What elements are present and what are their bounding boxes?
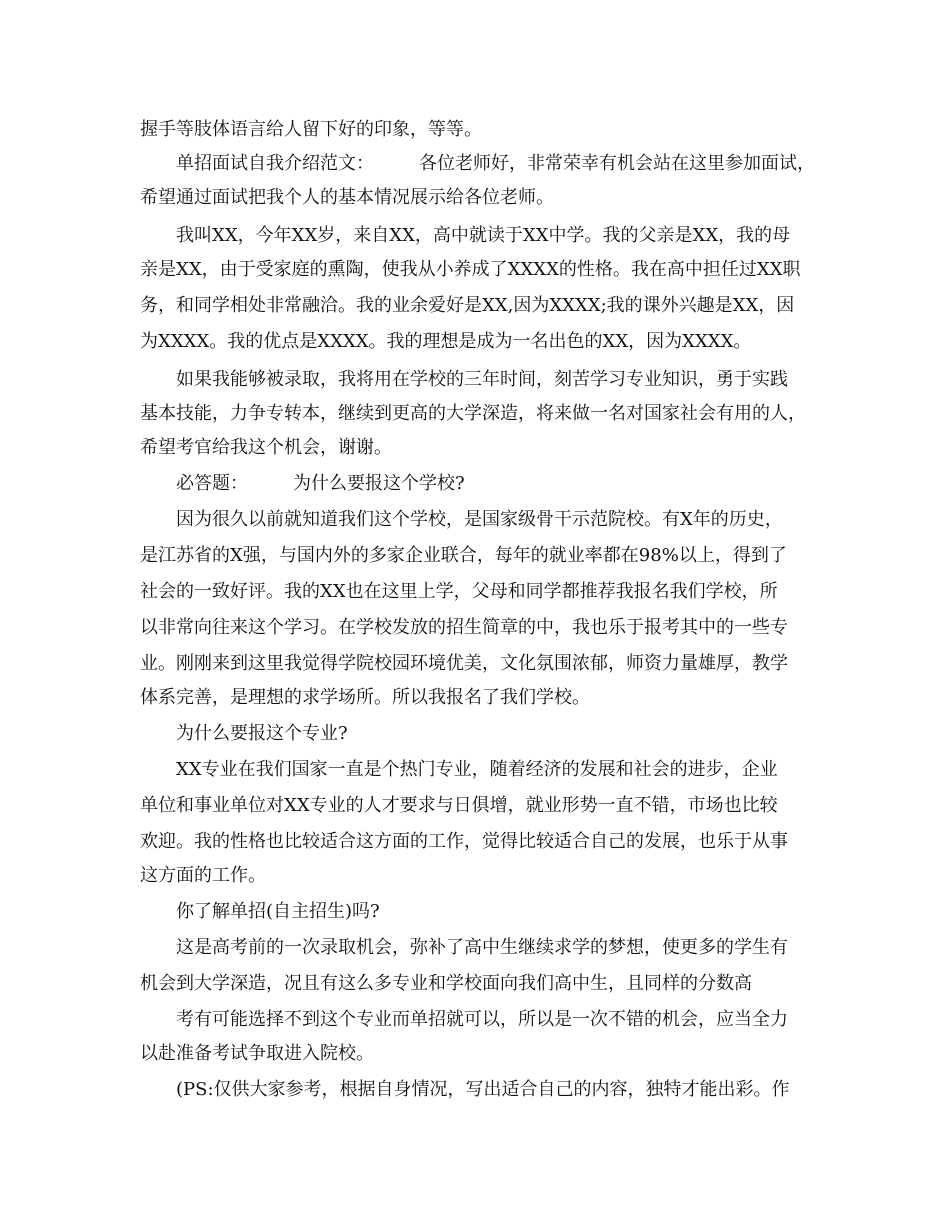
text-line: 是江苏省的X强，与国内外的多家企业联合，每年的就业率都在98%以上，得到了	[140, 545, 787, 566]
text-line: 机会到大学深造，况且有这么多专业和学校面向我们高中生，且同样的分数高	[140, 973, 752, 994]
text-line: 因为很久以前就知道我们这个学校，是国家级骨干示范院校。有X年的历史，	[176, 509, 783, 530]
text-line: 亲是XX，由于受家庭的熏陶，使我从小养成了XXXX的性格。我在高中担任过XX职	[140, 259, 801, 280]
text-line: 这方面的工作。	[140, 865, 266, 886]
text-line: 你了解单招(自主招生)吗?	[176, 901, 380, 922]
text-line: 欢迎。我的性格也比较适合这方面的工作，觉得比较适合自己的发展，也乐于从事	[140, 831, 788, 852]
text-line: 必答题： 为什么要报这个学校?	[176, 473, 465, 494]
text-line: XX专业在我们国家一直是个热门专业，随着经济的发展和社会的进步，企业	[176, 759, 778, 780]
text-line: 我叫XX，今年XX岁，来自XX，高中就读于XX中学。我的父亲是XX，我的母	[176, 225, 791, 246]
text-line: (PS:仅供大家参考，根据自身情况，写出适合自己的内容，独特才能出彩。作	[176, 1079, 790, 1100]
text-line: 考有可能选择不到这个专业而单招就可以，所以是一次不错的机会，应当全力	[176, 1009, 788, 1030]
text-line: 如果我能够被录取，我将用在学校的三年时间，刻苦学习专业知识，勇于实践	[176, 369, 788, 390]
text-line: 希望考官给我这个机会，谢谢。	[140, 437, 392, 458]
text-line: 以赴准备考试争取进入院校。	[140, 1043, 374, 1064]
text-line: 为什么要报这个专业?	[176, 723, 348, 744]
text-line: 单位和事业单位对XX专业的人才要求与日俱增，就业形势一直不错，市场也比较	[140, 795, 778, 816]
text-line: 以非常向往来这个学习。在学校发放的招生简章的中，我也乐于报考其中的一些专	[140, 617, 788, 638]
text-line: 单招面试自我介绍范文： 各位老师好，非常荣幸有机会站在这里参加面试，	[176, 153, 815, 174]
text-line: 希望通过面试把我个人的基本情况展示给各位老师。	[140, 187, 554, 208]
text-line: 这是高考前的一次录取机会，弥补了高中生继续求学的梦想，使更多的学生有	[176, 937, 788, 958]
text-line: 体系完善，是理想的求学场所。所以我报名了我们学校。	[140, 687, 590, 708]
text-line: 为XXXX。我的优点是XXXX。我的理想是成为一名出色的XX，因为XXXX。	[140, 331, 752, 352]
text-line: 社会的一致好评。我的XX也在这里上学，父母和同学都推荐我报名我们学校，所	[140, 581, 778, 602]
text-line: 握手等肢体语言给人留下好的印象，等等。	[140, 119, 482, 140]
text-line: 务，和同学相处非常融洽。我的业余爱好是XX,因为XXXX;我的课外兴趣是XX，因	[140, 295, 795, 316]
text-line: 基本技能，力争专转本，继续到更高的大学深造，将来做一名对国家社会有用的人，	[140, 403, 806, 424]
text-line: 业。刚刚来到这里我觉得学院校园环境优美，文化氛围浓郁，师资力量雄厚，教学	[140, 653, 788, 674]
